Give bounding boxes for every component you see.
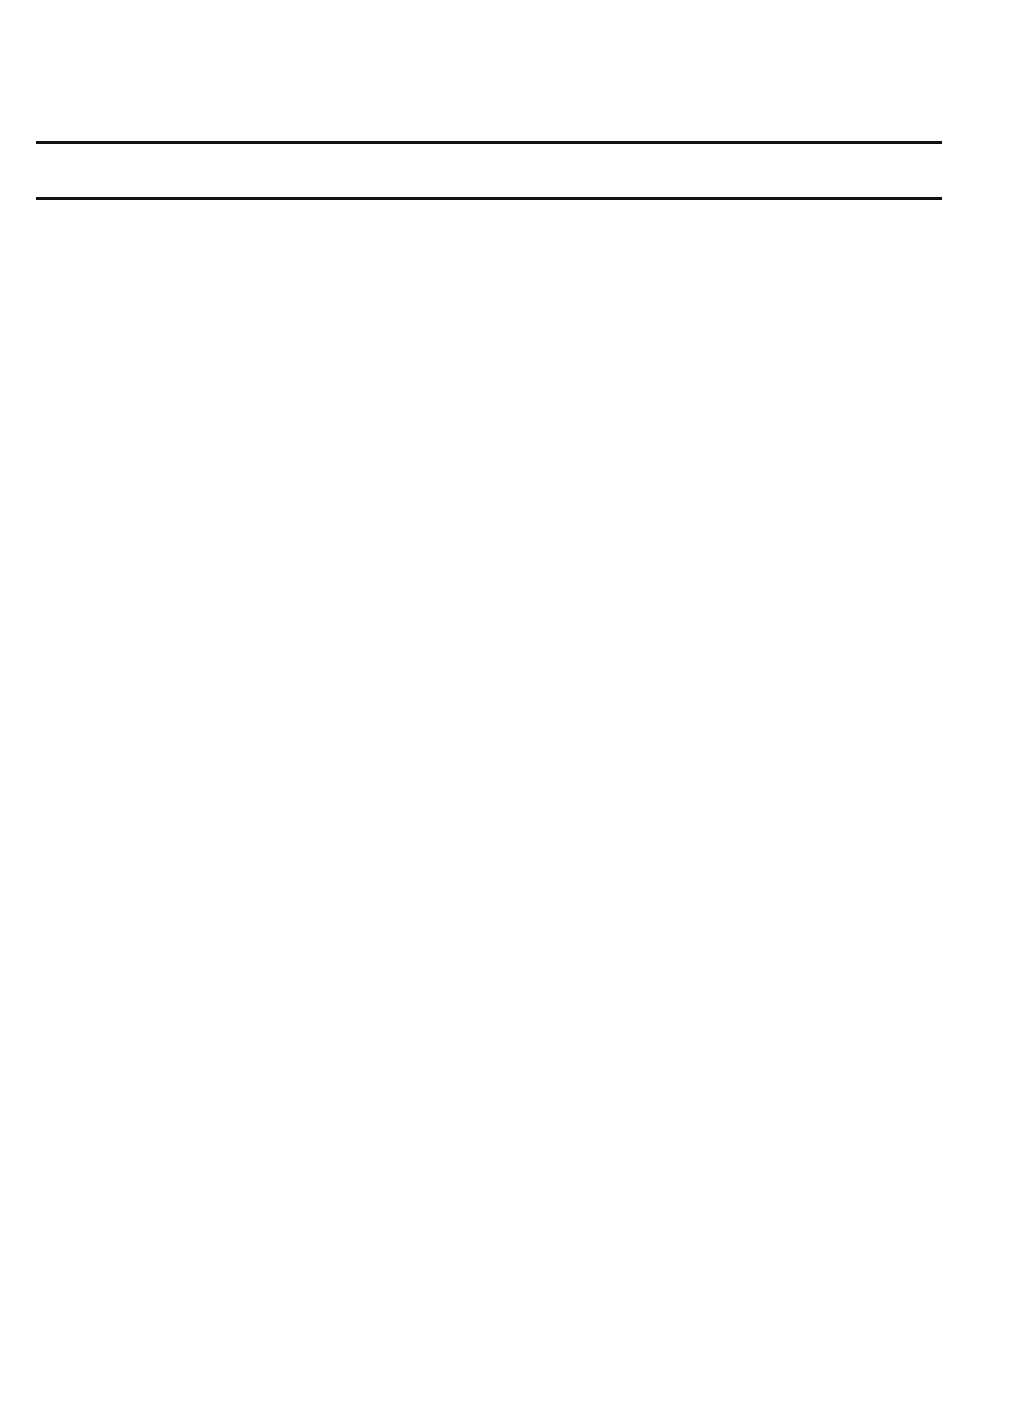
table-header-row	[0, 160, 1024, 180]
table-top-rule	[36, 141, 942, 144]
page-header	[0, 24, 1024, 48]
table-header-rule	[36, 197, 942, 200]
